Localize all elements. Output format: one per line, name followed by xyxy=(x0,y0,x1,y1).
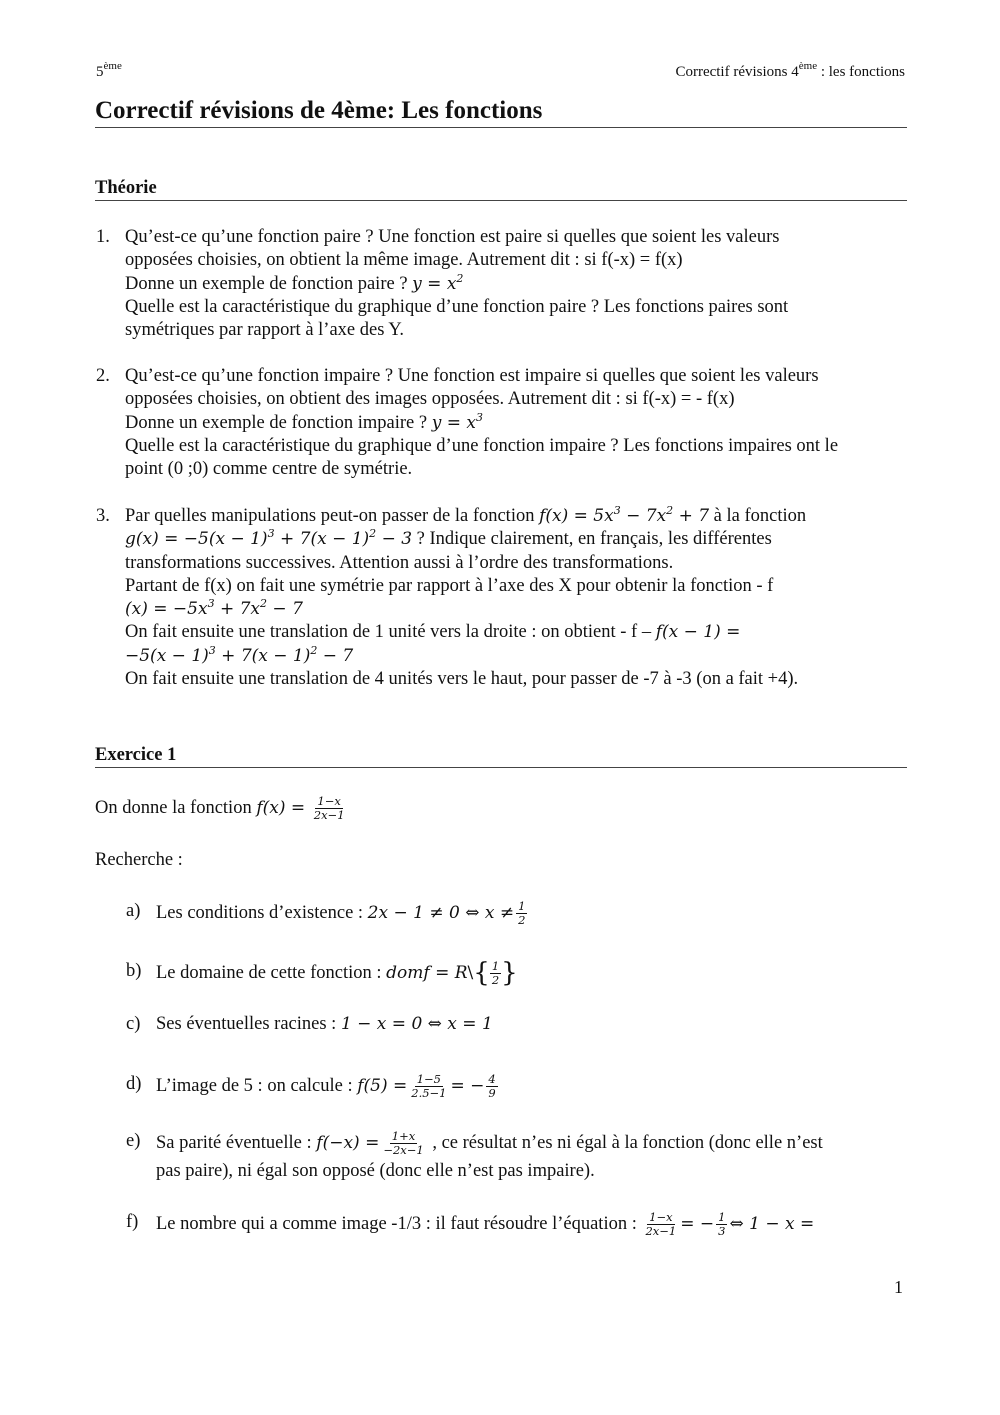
text-line: Donne un exemple de fonction impaire ? $y = x^3$ xyxy=(125,410,483,433)
page-number: 1 xyxy=(894,1277,903,1297)
math-expression: $(x) = -5x^3 + 7x^2 - 7$ xyxy=(125,597,303,620)
fraction: $\frac{1-5}{2.5-1}$ xyxy=(411,1072,447,1100)
math-expression: $y = x^2$ xyxy=(412,271,464,294)
math-expression: 1 − x = 0 ⇔ x = 1 xyxy=(340,1014,493,1034)
math-expression: $g(x) = -5(x - 1)^3 + 7(x - 1)^2 - 3$ xyxy=(125,527,413,550)
math-expression: f(−x) = xyxy=(316,1132,380,1153)
text-line: Qu’est-ce qu’une fonction impaire ? Une fonction est impaire si quelles que soient les valeurs xyxy=(125,366,819,386)
math-expression: = − xyxy=(450,1075,485,1096)
fraction: $\frac{4}{9}$ xyxy=(488,1072,496,1100)
sub-item-label: b) xyxy=(126,961,142,981)
header-right: Correctif révisions 4ème : les fonctions xyxy=(675,60,905,80)
question-number: 3. xyxy=(96,506,110,526)
text-line xyxy=(125,598,910,621)
section-heading-exercice-1: Exercice 1 xyxy=(95,743,907,768)
math-expression: $f(x) = 5x^3 - 7x^2 + 7$ xyxy=(539,504,710,526)
math-expression: f(x − 1) = xyxy=(655,622,741,643)
recherche-label: Recherche : xyxy=(95,850,183,870)
exercise-intro: On donne la fonction f(x) = $\frac{1-x}{2x-1}$ xyxy=(95,794,345,822)
fraction: $\frac{1}{2}$ xyxy=(491,959,500,987)
text-line: opposées choisies, on obtient la même image. Autrement dit : si f(-x) = f(x) xyxy=(125,250,683,271)
question-number: 1. xyxy=(96,227,110,247)
text-line: point (0 ;0) comme centre de symétrie. xyxy=(125,459,413,480)
sub-item-label: c) xyxy=(126,1014,141,1034)
math-expression: ⇔ 1 − x = xyxy=(729,1213,815,1234)
math-expression: $y = x^3$ xyxy=(431,410,483,433)
text-line: Par quelles manipulations peut-on passer de la fonction $f(x) = 5x^3 - 7x^2 + 7$ à la fonction xyxy=(125,504,807,526)
question-number: 2. xyxy=(96,366,110,386)
math-expression: = − xyxy=(680,1213,715,1234)
text-line: pas paire), ni égal son opposé (donc elle n’est pas impaire). xyxy=(156,1161,595,1181)
text-line: transformations successives. Attention aussi à l’ordre des transformations. xyxy=(125,552,674,573)
text-line: On fait ensuite une translation de 1 unité vers la droite : on obtient - f – f(x − 1) = xyxy=(125,622,741,643)
fraction: $\frac{1}{3}$ xyxy=(718,1210,726,1238)
header-left: 5ème xyxy=(96,60,122,80)
sub-item-label: e) xyxy=(126,1131,141,1151)
sub-item-label: d) xyxy=(126,1074,142,1094)
math-expression: $-5(x - 1)^3 + 7(x - 1)^2 - 7$ xyxy=(125,643,354,666)
fraction: $\frac{1-x}{2x-1}$ xyxy=(645,1210,677,1238)
text-line: $g(x) = -5(x - 1)^3 + 7(x - 1)^2 - 3$ ? Indique clairement, en français, les différentes xyxy=(125,527,772,550)
text-line: opposées choisies, on obtient des images opposées. Autrement dit : si f(-x) = - f(x) xyxy=(125,389,735,410)
text-line: Quelle est la caractéristique du graphique d’une fonction paire ? Les fonctions paires sont xyxy=(125,296,789,317)
text-line: Donne un exemple de fonction paire ? $y = x^2$ xyxy=(125,271,464,294)
math-expression: f(x) = xyxy=(256,797,306,818)
fraction: $\frac{1+x}{-2x-1}$ xyxy=(383,1129,424,1157)
math-expression: 2x − 1 ≠ 0 ⇔ x ≠ xyxy=(367,902,515,923)
sub-item-label: f) xyxy=(126,1212,139,1232)
text-line: Quelle est la caractéristique du graphique d’une fonction impaire ? Les fonctions impaires ont le xyxy=(125,435,839,456)
section-heading-theorie: Théorie xyxy=(95,176,907,201)
math-expression: domf = R\ xyxy=(386,962,474,983)
text-line xyxy=(125,645,910,668)
fraction: $\frac{1-x}{2x-1}$ xyxy=(313,794,345,822)
text-line: On fait ensuite une translation de 4 unités vers le haut, pour passer de -7 à -3 (on a fait +4). xyxy=(125,669,799,690)
page-title: Correctif révisions de 4ème: Les fonctions xyxy=(95,95,907,128)
math-expression: f(5) = xyxy=(357,1075,408,1096)
fraction: $\frac{1}{2}$ xyxy=(518,899,526,927)
text-line: Partant de f(x) on fait une symétrie par rapport à l’axe des X pour obtenir la fonction - f xyxy=(125,575,774,596)
text-line: Qu’est-ce qu’une fonction paire ? Une fonction est paire si quelles que soient les valeurs xyxy=(125,227,780,247)
sub-item-label: a) xyxy=(126,901,141,921)
text-line: symétriques par rapport à l’axe des Y. xyxy=(125,320,404,341)
